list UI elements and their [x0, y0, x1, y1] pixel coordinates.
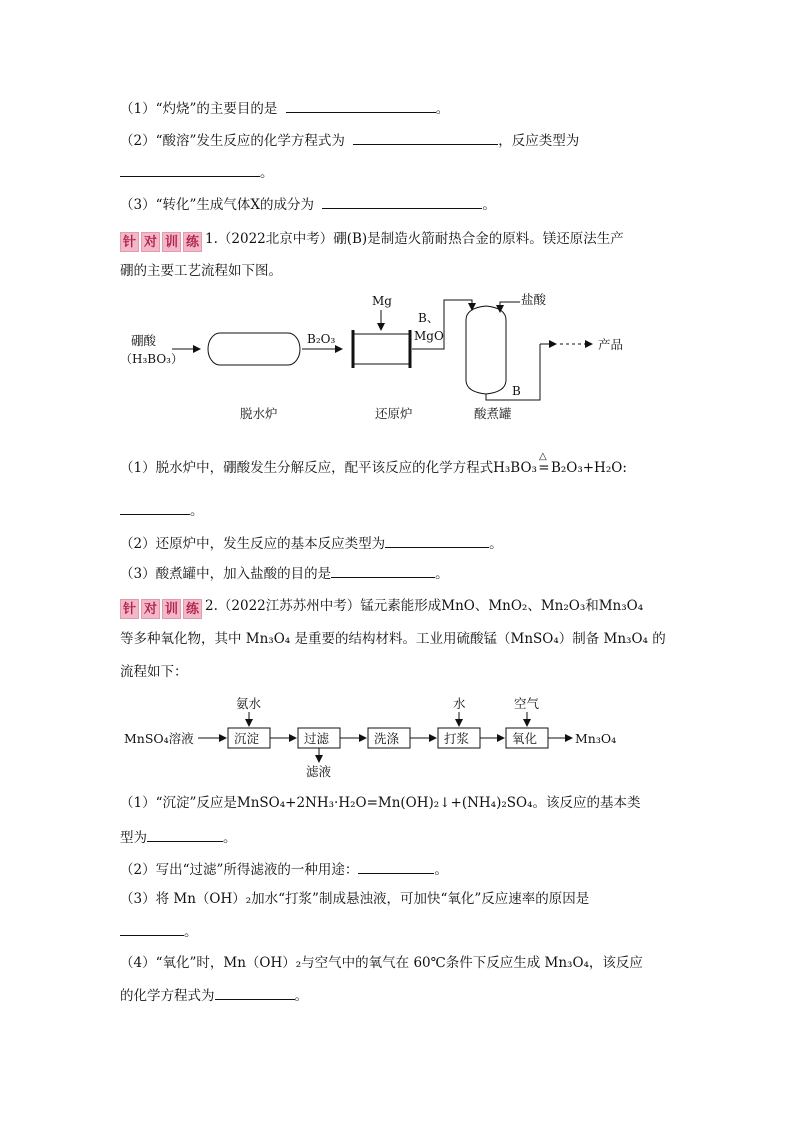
feed-label: 硼酸 [131, 333, 157, 348]
question-text: （3）将 Mn（OH）₂加水“打浆”制成悬浊液，可加快“氧化”反应速率的原因是 [120, 891, 590, 907]
answer-blank[interactable] [385, 533, 489, 548]
question-text: （1）“沉淀”反应是MnSO₄+2NH₃·H₂O=Mn(OH)₂↓+(NH₄)₂SO₄。该反应的基本类 [120, 795, 641, 811]
question-line [120, 451, 627, 478]
badge-char: 训 [162, 232, 181, 252]
reduction-furnace [353, 334, 410, 364]
step-label: 洗涤 [374, 731, 400, 746]
practice-badge [120, 232, 202, 252]
pipe [500, 302, 520, 312]
input-label: 空气 [514, 696, 540, 711]
question-text: （1）“灼烧”的主要目的是 [120, 101, 278, 117]
question-line [120, 921, 198, 942]
answer-blank[interactable] [120, 500, 190, 515]
badge-char: 针 [120, 599, 139, 619]
b2o3-label: B₂O₃ [307, 332, 336, 346]
problem-text: 流程如下： [120, 664, 188, 680]
question-text: （2）写出“过滤”所得滤液的一种用途： [120, 862, 359, 878]
question-text: （1）脱水炉中，硼酸发生分解反应，配平该反应的化学方程式 [120, 460, 494, 476]
practice-badge [120, 599, 202, 619]
heat-sign: △ = [537, 458, 551, 478]
badge-char: 练 [183, 232, 202, 252]
mn3o4-process-diagram [0, 690, 794, 780]
label-reduction: 还原炉 [375, 406, 413, 421]
question-end: 。 [190, 503, 204, 519]
delta-icon: △ [538, 451, 547, 462]
question-line [120, 953, 643, 973]
question-line [120, 859, 448, 880]
answer-blank[interactable] [331, 563, 435, 578]
start-label: MnSO₄溶液 [124, 731, 194, 746]
hcl-label: 盐酸 [521, 292, 547, 307]
problem-2-header [120, 596, 643, 619]
answer-blank[interactable] [286, 98, 436, 113]
question-end: 。 [294, 988, 308, 1004]
dehydration-furnace [208, 333, 300, 365]
badge-char: 对 [141, 599, 160, 619]
label-dehydration: 脱水炉 [240, 406, 278, 421]
question-text: （4）“氧化”时，Mn（OH）₂与空气中的氧气在 60℃条件下反应生成 Mn₃O₄，该反应 [120, 955, 643, 971]
problem-number: 2. [205, 598, 218, 614]
question-line [120, 563, 449, 584]
answer-blank[interactable] [322, 194, 482, 209]
badge-char: 练 [183, 599, 202, 619]
question-end: 。 [434, 862, 448, 878]
problem-text-line [120, 662, 188, 682]
equation-left: H₃BO₃ [493, 460, 537, 476]
problem-text: 等多种氧化物，其中 Mn₃O₄ 是重要的结构材料。工业用硫酸锰（MnSO₄）制备 Mn₃O₄ 的 [120, 631, 666, 647]
question-text: 型为 [120, 830, 147, 846]
problem-text: （2022北京中考）硼(B)是制造火箭耐热合金的原料。镁还原法生产 [217, 231, 624, 247]
badge-char: 针 [120, 232, 139, 252]
problem-text-line [120, 629, 666, 649]
question-end: 。 [489, 536, 503, 552]
problem-number: 1. [205, 231, 218, 247]
b-output-label: B [512, 384, 521, 398]
question-line [120, 793, 641, 813]
answer-blank[interactable] [353, 130, 498, 145]
problem-text: 硼的主要工艺流程如下图。 [120, 263, 282, 279]
question-end: 。 [223, 830, 237, 846]
answer-blank[interactable] [120, 162, 260, 177]
output-label: 滤液 [306, 764, 332, 779]
question-text: （3）“转化”生成气体X的成分为 [120, 197, 315, 213]
question-text: （3）酸煮罐中，加入盐酸的目的是 [120, 566, 332, 582]
step-label: 过滤 [304, 731, 330, 746]
answer-blank[interactable] [215, 985, 295, 1000]
answer-blank[interactable] [120, 921, 184, 936]
acid-boiling-tank [466, 306, 506, 394]
equation-right: B₂O₃+H₂O: [550, 460, 627, 476]
feed-formula: （H₃BO₃） [120, 352, 183, 366]
question-end: 。 [184, 924, 198, 940]
question-text: （2）还原炉中，发生反应的基本反应类型为 [120, 536, 386, 552]
question-end: 。 [260, 165, 274, 181]
answer-blank[interactable] [358, 859, 434, 874]
problem-1-header [120, 229, 624, 252]
question-line [120, 827, 237, 848]
end-label: Mn₃O₄ [575, 731, 617, 746]
question-line [120, 985, 308, 1006]
question-line [120, 194, 496, 215]
label-acid: 酸煮罐 [474, 406, 512, 421]
question-line [120, 500, 204, 521]
question-text: （2）“酸溶”发生反应的化学方程式为 [120, 133, 345, 149]
b-mgo-label: B、 [418, 311, 439, 325]
badge-char: 对 [141, 232, 160, 252]
b-mgo-label: MgO [414, 329, 444, 343]
question-line [120, 162, 274, 183]
question-end: 。 [482, 197, 496, 213]
answer-blank[interactable] [147, 827, 223, 842]
question-line [120, 130, 579, 151]
problem-text-line [120, 261, 282, 281]
question-text: 的化学方程式为 [120, 988, 215, 1004]
problem-text: （2022江苏苏州中考）锰元素能形成MnO、MnO₂、Mn₂O₃和Mn₃O₄ [217, 598, 644, 614]
step-label: 沉淀 [234, 731, 260, 746]
step-label: 氧化 [512, 731, 538, 746]
mg-label: Mg [372, 294, 392, 308]
input-label: 氨水 [236, 696, 262, 711]
question-end: 。 [435, 101, 450, 117]
question-line [120, 533, 503, 554]
question-line [120, 889, 589, 909]
product-label: 产品 [598, 337, 624, 352]
badge-char: 训 [162, 599, 181, 619]
question-line [120, 98, 449, 119]
input-label: 水 [453, 696, 466, 711]
question-text: ，反应类型为 [498, 133, 580, 149]
question-end: 。 [435, 566, 449, 582]
boron-process-diagram [0, 288, 794, 428]
step-label: 打浆 [444, 731, 470, 746]
